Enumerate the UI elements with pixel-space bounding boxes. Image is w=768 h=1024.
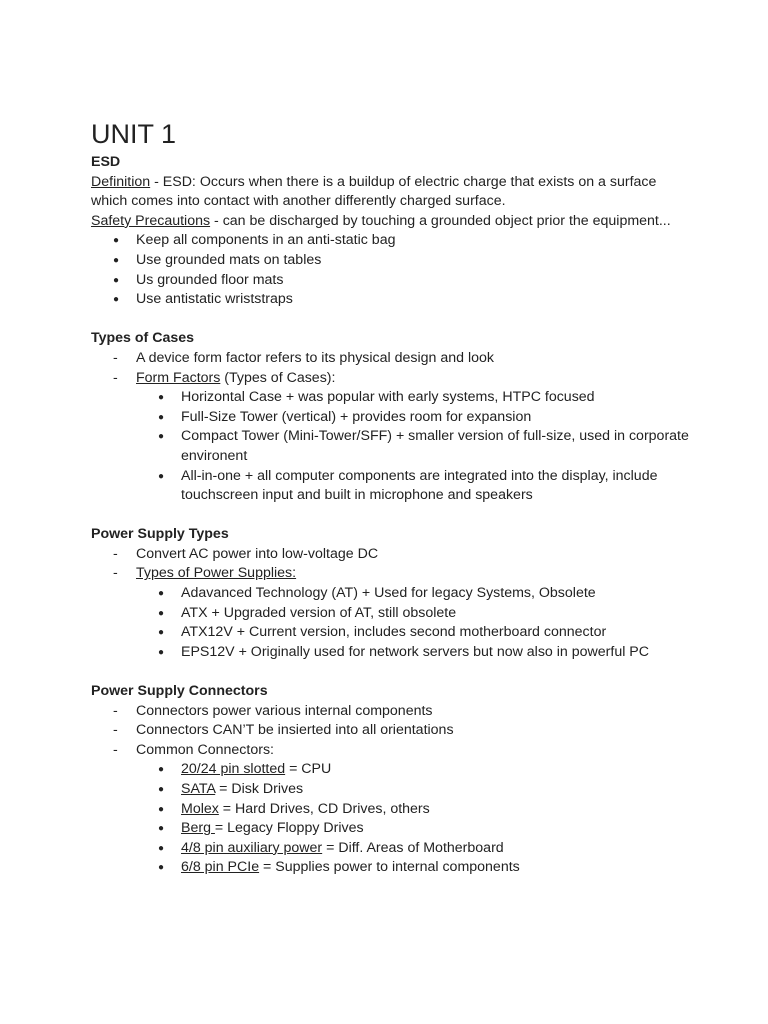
dash-item-text: A device form factor refers to its physical design and look	[136, 349, 495, 366]
dash-item-text: Convert AC power into low-voltage DC	[136, 545, 379, 562]
psu-connectors-dash-list	[91, 702, 691, 878]
psu-connectors-heading: Power Supply Connectors	[91, 683, 268, 700]
unit-title: UNIT 1	[91, 119, 177, 149]
list-item: ● Keep all components in an anti-static bag	[91, 231, 691, 251]
list-item: ● Use grounded mats on tables	[91, 251, 691, 271]
dash-item-text: Common Connectors:	[136, 741, 274, 758]
list-item: ● ATX + Upgraded version of AT, still obsolete	[91, 604, 691, 624]
cases-dash-list	[91, 349, 691, 506]
list-item	[91, 780, 691, 800]
esd-section	[91, 153, 691, 310]
safety-label: Safety Precautions	[91, 212, 211, 229]
dash-item-text: Connectors CAN’T be insierted into all orientations	[136, 722, 454, 739]
list-item: - Common Connectors: ● 20/24 pin slotted = CPU ● SATA = Disk Drives ● Molex = Hard Drives, CD Drives, others ● Berg = Legacy Floppy Drives ● 4/8 pin auxiliary power = Diff. Areas of Motherboard ● 6/8 pin PCIe = Supplies power to internal components	[91, 741, 691, 878]
esd-safety	[91, 212, 691, 232]
connector-text: = Disk Drives	[215, 781, 304, 797]
list-item: ● Horizontal Case + was popular with early systems, HTPC focused	[91, 388, 691, 408]
list-item	[91, 839, 691, 859]
list-item: ● Adavanced Technology (AT) + Used for legacy Systems, Obsolete	[91, 584, 691, 604]
definition-text: - ESD: Occurs when there is a buildup of electric charge that exists on a surface which comes into contact with another differently charged surface.	[91, 173, 657, 210]
form-factors-label: Form Factors	[136, 369, 221, 386]
psu-types-heading: Power Supply Types	[91, 526, 229, 543]
connector-text: = CPU	[285, 761, 332, 778]
list-item: - Convert AC power into low-voltage DC	[113, 545, 379, 562]
document-content	[91, 153, 691, 878]
list-item	[91, 858, 691, 878]
list-item	[91, 760, 691, 780]
list-item: - A device form factor refers to its physical design and look	[113, 349, 495, 366]
connector-label: Berg	[181, 820, 215, 837]
connector-text: = Diff. Areas of Motherboard	[322, 839, 504, 856]
esd-definition	[91, 173, 691, 212]
list-item: ● All-in-one + all computer components are integrated into the display, include touchscreen input and built in microphone and speakers	[91, 467, 691, 506]
list-item: ● Us grounded floor mats	[91, 271, 691, 291]
psu-connectors-section	[91, 682, 691, 878]
list-item: - Form Factors (Types of Cases): ● Horizontal Case + was popular with early systems, HTPC focused ● Full-Size Tower (vertical) + provides room for expansion ● Compact Tower (Mini-Tower/SFF) + smaller version of full-size, used in corporate environent ● All-in-one + all computer components are integrated into the display, include touchscreen input and built in microphone and speakers	[91, 369, 691, 506]
list-item: ● Full-Size Tower (vertical) + provides room for expansion	[91, 408, 691, 428]
connector-label: 4/8 pin auxiliary power	[181, 839, 323, 856]
connector-label: Molex	[181, 800, 219, 817]
list-item: - Connectors power various internal components	[113, 702, 433, 719]
spacer	[91, 662, 691, 682]
list-item: ● EPS12V + Originally used for network servers but now also in powerful PC	[91, 643, 691, 663]
list-item: ● ATX12V + Current version, includes second motherboard connector	[91, 623, 691, 643]
psu-types-list	[91, 584, 691, 662]
spacer	[91, 506, 691, 526]
connector-label: 6/8 pin PCIe	[181, 859, 260, 876]
connector-text: = Legacy Floppy Drives	[214, 820, 364, 837]
cases-heading: Types of Cases	[91, 330, 195, 347]
list-item: ● Compact Tower (Mini-Tower/SFF) + smaller version of full-size, used in corporate environent	[91, 427, 691, 466]
safety-text: - can be discharged by touching a grounded object prior the equipment...	[210, 212, 671, 229]
dash-item-text: Connectors power various internal components	[136, 702, 433, 719]
cases-section	[91, 329, 691, 505]
connector-text: = Hard Drives, CD Drives, others	[218, 800, 430, 817]
form-factors-text: (Types of Cases):	[220, 369, 336, 386]
spacer	[91, 310, 691, 330]
esd-heading: ESD	[91, 154, 121, 170]
connector-label: 20/24 pin slotted	[181, 761, 286, 778]
connectors-list	[91, 760, 691, 878]
list-item: - Types of Power Supplies: ● Adavanced Technology (AT) + Used for legacy Systems, Obsolete ● ATX + Upgraded version of AT, still obsolete ● ATX12V + Current version, includes second motherboard connector ● EPS12V + Originally used for network servers but now also in powerful PC	[91, 564, 691, 662]
cases-types-list	[91, 388, 691, 506]
connector-text: = Supplies power to internal components	[259, 859, 520, 876]
list-item	[91, 819, 691, 839]
list-item: - Connectors CAN’T be insierted into all orientations	[113, 722, 454, 739]
psu-types-section	[91, 525, 691, 662]
list-item: ● Use antistatic wriststraps	[91, 290, 691, 310]
list-item	[91, 800, 691, 820]
psu-types-label: Types of Power Supplies:	[136, 565, 297, 582]
psu-types-dash-list	[91, 545, 691, 663]
connector-label: SATA	[181, 781, 216, 797]
esd-precautions-list	[91, 231, 691, 309]
definition-label: Definition	[91, 173, 151, 190]
